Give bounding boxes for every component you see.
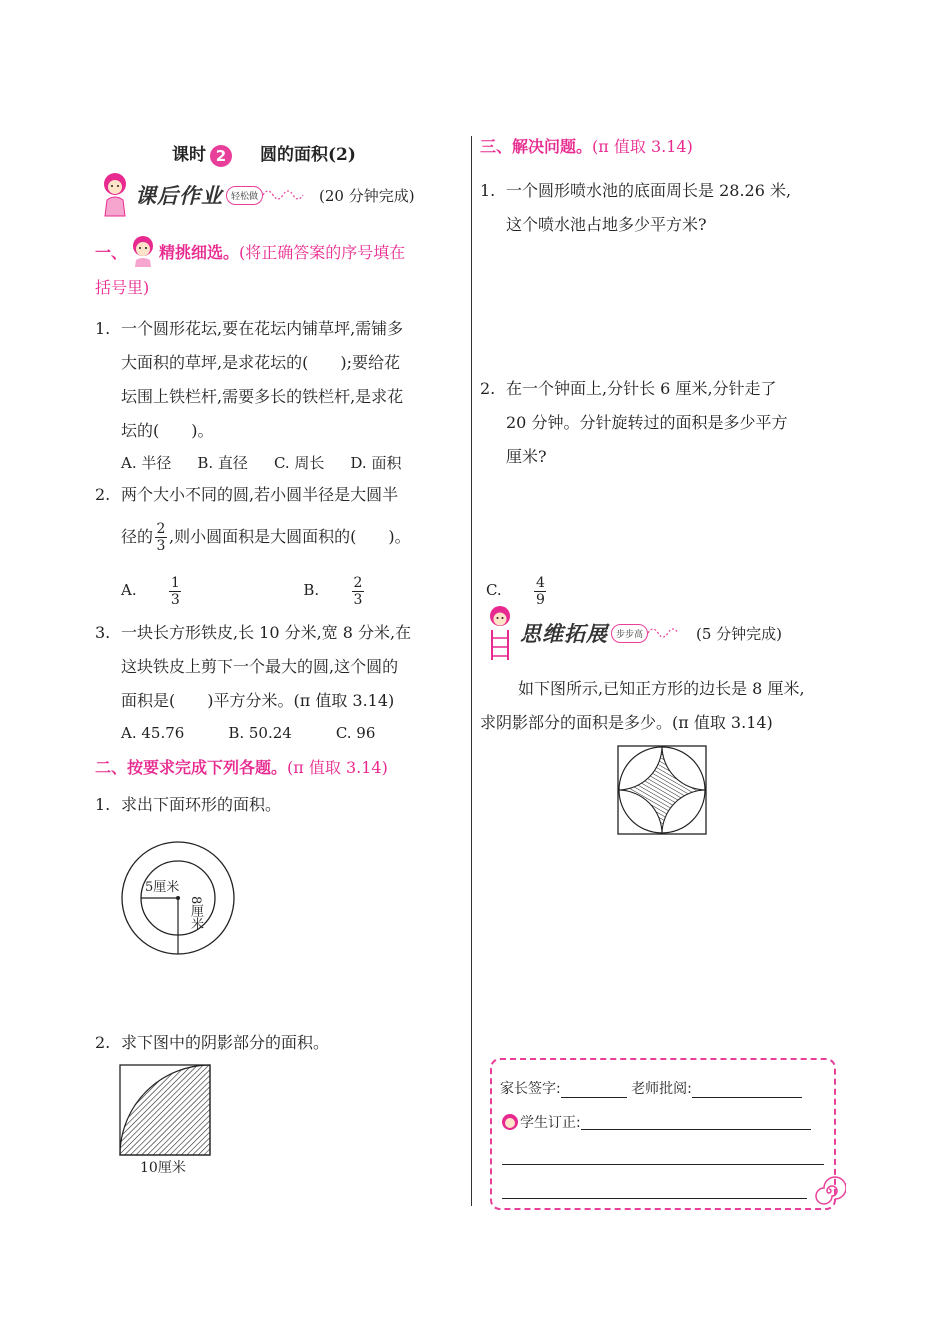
homework-badge: 轻松做 — [226, 186, 263, 205]
parent-signature-field[interactable] — [561, 1097, 627, 1098]
spiral-decoration-icon — [812, 1174, 846, 1208]
lesson-number-badge: 2 — [210, 145, 232, 167]
column-divider — [471, 136, 472, 1206]
wavy-decoration-icon — [648, 625, 682, 641]
option[interactable]: A. 半径 — [121, 454, 172, 472]
quarter-circle-diagram — [119, 1064, 211, 1156]
extension-text: 如下图所示,已知正方形的边长是 8 厘米, — [518, 679, 805, 698]
homework-title: 课后作业 — [135, 184, 223, 208]
correction-field[interactable] — [581, 1115, 811, 1130]
question-2-2: 2. 求下图中的阴影部分的面积。 — [95, 1033, 330, 1052]
left-column — [95, 138, 545, 822]
question-text: 这块铁皮上剪下一个最大的圆,这个圆的 — [121, 657, 399, 676]
fraction: $\frac{2}{3}$ — [156, 521, 166, 554]
section1-note-cont: 括号里) — [95, 278, 150, 297]
section2-header: 二、按要求完成下列各题。(π 值取 3.14) — [95, 758, 388, 777]
section1-note: (将正确答案的序号填在 — [239, 242, 406, 262]
option[interactable]: D. 面积 — [350, 454, 402, 472]
options-1-1 — [95, 448, 465, 478]
option[interactable]: A. $\frac{1}{3}$ — [121, 574, 180, 608]
question-1-3: 3. 一块长方形铁皮,长 10 分米,宽 8 分米,在 这块铁皮上剪下一个最大的圆,这个圆的 面积是( )平方分米。(π 值取 3.14) — [95, 616, 465, 718]
lesson-name: 圆的面积(2) — [260, 145, 356, 165]
extension-text: 求阴影部分的面积是多少。(π 值取 3.14) — [480, 713, 773, 732]
girl-face-icon — [127, 234, 159, 268]
question-text: 一块长方形铁皮,长 10 分米,宽 8 分米,在 — [121, 623, 412, 642]
question-text: 面积是( )平方分米。(π 值取 3.14) — [121, 691, 395, 710]
outer-radius-label: 8厘米 — [188, 896, 203, 931]
section1-header: 一、 精挑细选。 (将正确答案的序号填在 — [95, 234, 465, 268]
question-2-1: 1. 求出下面环形的面积。 — [95, 795, 282, 814]
correction-line[interactable] — [502, 1198, 807, 1199]
correction-row — [500, 1112, 811, 1132]
question-text: 坛的( )。 — [121, 421, 214, 440]
correction-label: 学生订正: — [520, 1115, 581, 1131]
teacher-review-label: 老师批阅: — [631, 1081, 692, 1097]
square-side-label: 10厘米 — [140, 1160, 186, 1176]
option[interactable]: C. 96 — [335, 724, 376, 742]
ring-diagram — [118, 838, 238, 958]
parent-signature-label: 家长签字: — [500, 1081, 561, 1097]
question-text: 径的 $\frac{2}{3}$ ,则小圆面积是大圆面积的( )。 — [121, 521, 411, 554]
homework-time: (20 分钟完成) — [319, 186, 415, 205]
option[interactable]: A. 45.76 — [121, 724, 185, 742]
teacher-review-field[interactable] — [692, 1097, 802, 1098]
question-text: 两个大小不同的圆,若小圆半径是大圆半 — [121, 485, 399, 504]
extension-time: (5 分钟完成) — [696, 624, 783, 643]
question-3-2: 2. 在一个钟面上,分针长 6 厘米,分针走了 20 分钟。分针旋转过的面积是多少平方 厘米? — [480, 379, 788, 466]
option[interactable]: B. $\frac{2}{3}$ — [303, 574, 363, 608]
extension-title: 思维拓展 — [520, 622, 608, 646]
option[interactable]: C. 周长 — [273, 454, 325, 472]
student-face-icon — [500, 1113, 520, 1131]
extension-badge: 步步高 — [611, 624, 648, 643]
extension-banner — [480, 604, 782, 662]
girl-ladder-icon — [480, 604, 520, 662]
option[interactable]: B. 50.24 — [228, 724, 292, 742]
question-text: 大面积的草坪,是求花坛的( );要给花 — [121, 353, 400, 372]
square-arcs-diagram — [617, 745, 707, 835]
question-text: 坛围上铁栏杆,需要多长的铁栏杆,是求花 — [121, 387, 404, 406]
lesson-label: 课时 — [172, 145, 206, 165]
signature-row — [500, 1078, 802, 1098]
section1-title: 精挑细选。 — [159, 242, 240, 262]
options-1-2 — [95, 568, 545, 612]
option[interactable]: C. $\frac{4}{9}$ — [485, 574, 545, 608]
question-1-1: 1. 一个圆形花坛,要在花坛内铺草坪,需铺多 大面积的草坪,是求花坛的( );要给花 坛围上铁栏杆,需要多长的铁栏杆,是求花 坛的( )。 — [95, 312, 465, 448]
question-1-2: 2. 两个大小不同的圆,若小圆半径是大圆半 径的 $\frac{2}{3}$ ,则小圆面积是大圆面积的( )。 — [95, 478, 465, 562]
right-column — [480, 134, 850, 474]
question-text: 一个圆形花坛,要在花坛内铺草坪,需铺多 — [121, 319, 404, 338]
option[interactable]: B. 直径 — [197, 454, 248, 472]
inner-radius-label: 5厘米 — [145, 880, 180, 895]
options-1-3 — [95, 718, 465, 748]
section3-header: 三、解决问题。(π 值取 3.14) — [480, 137, 693, 156]
question-3-1: 1. 一个圆形喷水池的底面周长是 28.26 米, 这个喷水池占地多少平方米? — [480, 181, 792, 234]
correction-line[interactable] — [502, 1164, 824, 1165]
